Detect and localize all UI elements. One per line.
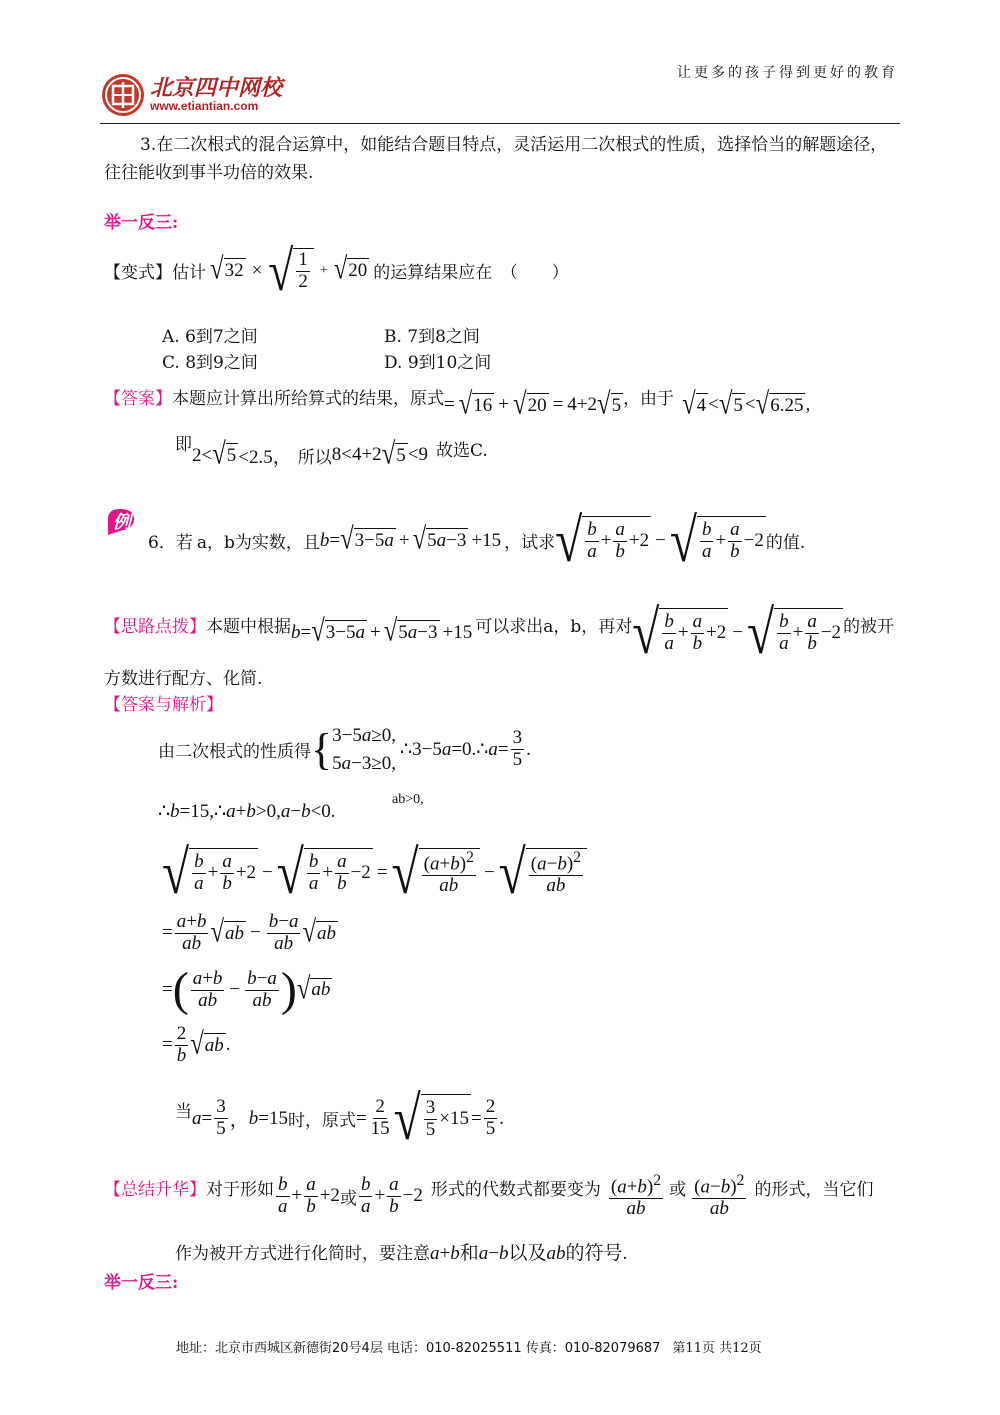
header-slogan: 让更多的孩子得到更好的教育 <box>677 65 898 81</box>
answer-text2: ，由于 <box>623 388 675 409</box>
answer-compare: √ 4 < √ 5 < √ 6.25 , <box>682 387 811 422</box>
summary-text5: 的形式，当它们 <box>754 1179 874 1200</box>
option-a: A. 6到7之间 <box>162 327 258 347</box>
when-result: = $\frac{2}{15}$ √ $\frac{3}{5}$ ×15 = $\frac{2}{5}$ . <box>355 1084 504 1153</box>
answer-line2-pre: 即 <box>175 435 192 455</box>
summary-form2: $\frac{b}{a}$ + $\frac{a}{b}$ −2 <box>360 1173 423 1217</box>
variant-question <box>104 238 569 303</box>
section2-title: 举一反三: <box>104 1273 179 1293</box>
answer-tag: 【答案】 <box>104 388 172 409</box>
summary-form4: $\frac{(a-b)^2}{ab}$ <box>694 1172 745 1220</box>
summary-text2: 或 <box>339 1188 357 1209</box>
hint-line2: 方数进行配方、化简. <box>104 669 263 689</box>
example-badge-text: 例 <box>113 512 131 533</box>
answer-line2-formula1: 2< √ 5 <2.5， <box>192 437 292 472</box>
analysis-system: { 3−5a≥0, 5a−3≥0, ∴3−5a=0.∴a= $\frac{3}{5}$ . <box>311 724 531 774</box>
derivation-line3: = ( $\frac{a+b}{ab}$ − $\frac{b-a}{ab}$ ) √ ab <box>162 963 331 1016</box>
hint-tag: 【思路点拨】 <box>104 617 206 638</box>
variant-tag: 【变式】 <box>104 263 172 284</box>
when-mid: 时，原式 <box>287 1111 356 1132</box>
option-c: C. 8到9之间 <box>162 353 258 373</box>
derivation-line4: = $\frac{2}{b}$ √ ab . <box>162 1023 231 1066</box>
answer-line1 <box>104 375 811 422</box>
answer-line2-mid: 所以 <box>297 448 332 468</box>
summary-line1 <box>104 1172 873 1220</box>
variant-expression: √ 32 × √ $\frac{1}{2}$ + √ 20 <box>210 238 368 303</box>
summary-line2-text: 作为被开方式进行化简时，要注意 <box>175 1244 430 1264</box>
hint-text1: 本题中根据 <box>206 617 291 638</box>
answer-line2-formula2: 8<4+2 √ 5 <9 <box>331 437 428 472</box>
example6-condition: b = √ 3−5 a + √ 5 a −3 +15 <box>319 522 502 557</box>
summary-form1: $\frac{b}{a}$ + $\frac{a}{b}$ +2 <box>278 1173 340 1217</box>
summary-text4: 或 <box>669 1179 687 1200</box>
example-badge <box>104 505 138 544</box>
option-b: B. 7到8之间 <box>384 327 480 347</box>
answer-line2 <box>175 428 488 472</box>
example6-text-post: 的值. <box>765 533 806 554</box>
logo-emblem-icon <box>100 72 146 118</box>
summary-line2 <box>175 1238 627 1265</box>
hint-target: √ $\frac{b}{a}$ + $\frac{a}{b}$ +2 − √ $\frac{b}{a}$ + $\frac{a}{b}$ −2 <box>632 598 842 667</box>
answer-formula: = √ 16 + √ 20 = 4+2 √ 5 <box>444 387 622 422</box>
variant-text-post: 的运算结果应在 （ ） <box>373 263 569 284</box>
summary-text1: 对于形如 <box>206 1179 274 1200</box>
analysis-line1-pre: 由二次根式的性质得 <box>158 742 311 763</box>
example6-text-ab: a，b为实数，且 <box>196 533 320 554</box>
variant-text-pre: 估计 <box>172 263 206 284</box>
footer-page: 第11页 共12页 <box>672 1341 762 1356</box>
header-rule <box>100 123 900 124</box>
analysis-step1 <box>158 722 531 777</box>
example6-text-pre: 6．若 <box>148 533 193 554</box>
hint-line1 <box>104 592 895 667</box>
section1-title: 举一反三: <box>104 213 179 233</box>
when-line <box>175 1084 504 1153</box>
when-pre: 当 <box>175 1102 192 1123</box>
point3-line1: 3.在二次根式的混合运算中，如能结合题目特点，灵活运用二次根式的性质，选择恰当的解题途径， <box>140 135 888 155</box>
example6-text-mid: ，试求 <box>504 533 556 554</box>
point3-line2: 往往能收到事半功倍的效果. <box>104 163 314 183</box>
hint-text2: 可以求出 <box>475 617 544 638</box>
summary-line2-formula: a+b和a−b以及ab的符号. <box>430 1243 628 1264</box>
summary-tag: 【总结升华】 <box>104 1179 206 1200</box>
example6-target: √ $\frac{b}{a}$ + $\frac{a}{b}$ +2 − √ $\frac{b}{a}$ + $\frac{a}{b}$ −2 <box>555 506 764 575</box>
logo-name: 北京四中网校 <box>150 75 283 102</box>
hint-text4: 的被开 <box>843 617 895 638</box>
derivation-line1: √ $\frac{b}{a}$ + $\frac{a}{b}$ +2 − √ $\frac{b}{a}$ + $\frac{a}{b}$ −2 = √ $\frac{(a+b)^2}{ab}$ − √ $\frac{(a-b)^2}{ab}$ <box>162 848 587 897</box>
answer-text1: 本题应计算出所给算式的结果，原式 <box>172 388 444 409</box>
hint-text3: a，b，再对 <box>543 617 633 638</box>
footer-address: 地址：北京市西城区新德街20号4层 电话：010-82025511 传真：010-82079687 <box>176 1341 661 1356</box>
example6-question <box>148 506 806 575</box>
summary-text3: 形式的代数式都要变为 <box>430 1179 601 1200</box>
logo[interactable] <box>100 72 282 118</box>
hint-condition: b = √ 3−5 a + √ 5 a −3 +15 <box>291 614 473 649</box>
option-d: D. 9到10之间 <box>384 353 492 373</box>
derivation-line2: = $\frac{a+b}{ab}$ √ ab − $\frac{b-a}{ab}$ √ ab <box>162 911 336 954</box>
when-values: a = $\frac{3}{5}$ ， b =15 <box>192 1096 288 1140</box>
answer-line2-post: 故选C. <box>435 441 488 461</box>
analysis-tag: 【答案与解析】 <box>104 695 223 715</box>
logo-url: www.etiantian.com <box>150 99 259 114</box>
footer <box>176 1337 762 1356</box>
summary-form3: $\frac{(a+b)^2}{ab}$ <box>610 1172 662 1220</box>
analysis-ab-note: ab>0, <box>392 792 424 807</box>
analysis-step2: ∴b=15,∴a+b>0,a−b<0. <box>158 801 336 822</box>
